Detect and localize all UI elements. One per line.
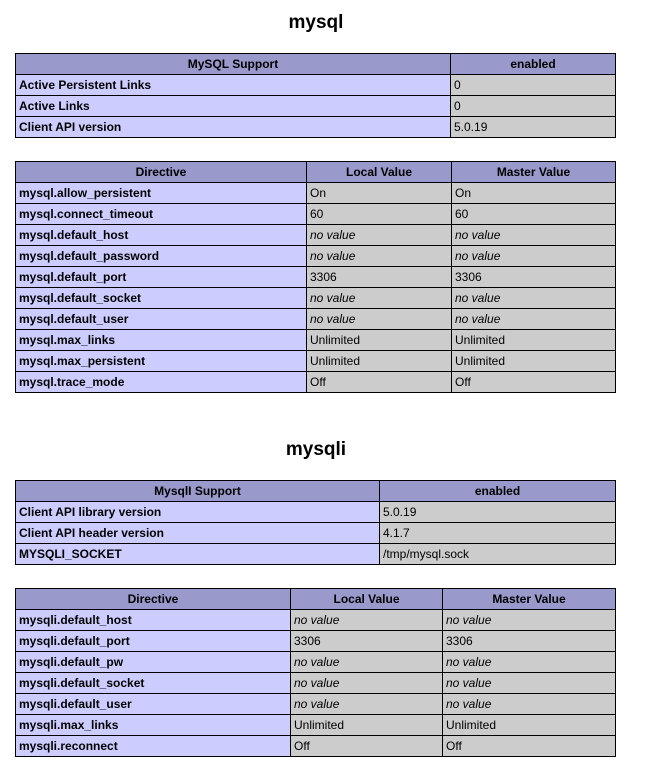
row-value: 5.0.19 — [380, 502, 616, 523]
table-row — [16, 652, 616, 673]
column-header: Directive — [16, 589, 291, 610]
directive-name: mysql.default_host — [16, 225, 307, 246]
local-value: On — [307, 183, 452, 204]
column-header: Local Value — [291, 589, 443, 610]
local-value: no value — [307, 225, 452, 246]
table-header-row — [16, 481, 616, 502]
directive-name: mysql.max_links — [16, 330, 307, 351]
master-value: no value — [443, 673, 616, 694]
table-row — [16, 631, 616, 652]
row-label: MYSQLI_SOCKET — [16, 544, 380, 565]
directive-name: mysql.default_socket — [16, 288, 307, 309]
local-value: Off — [307, 372, 452, 393]
local-value: Unlimited — [307, 351, 452, 372]
table-row — [16, 736, 616, 757]
table-row — [16, 267, 616, 288]
local-value: no value — [291, 652, 443, 673]
column-header: Master Value — [452, 162, 616, 183]
column-header: enabled — [380, 481, 616, 502]
table-row — [16, 544, 616, 565]
master-value: 3306 — [443, 631, 616, 652]
master-value: no value — [452, 309, 616, 330]
directive-name: mysqli.default_user — [16, 694, 291, 715]
mysqli-directive-table — [15, 588, 616, 757]
local-value: 3306 — [291, 631, 443, 652]
table-row — [16, 715, 616, 736]
master-value: Unlimited — [443, 715, 616, 736]
table-row — [16, 610, 616, 631]
table-row — [16, 204, 616, 225]
table-row — [16, 351, 616, 372]
local-value: 3306 — [307, 267, 452, 288]
local-value: Off — [291, 736, 443, 757]
column-header: MySQL Support — [16, 54, 451, 75]
table-row — [16, 673, 616, 694]
master-value: Off — [452, 372, 616, 393]
mysql-section-title: mysql — [288, 12, 344, 33]
row-value: 4.1.7 — [380, 523, 616, 544]
local-value: no value — [291, 694, 443, 715]
directive-name: mysql.allow_persistent — [16, 183, 307, 204]
directive-name: mysql.trace_mode — [16, 372, 307, 393]
table-row — [16, 75, 616, 96]
table-row — [16, 372, 616, 393]
local-value: 60 — [307, 204, 452, 225]
table-row — [16, 246, 616, 267]
local-value: no value — [307, 288, 452, 309]
row-label: Active Persistent Links — [16, 75, 451, 96]
local-value: no value — [291, 673, 443, 694]
local-value: no value — [307, 246, 452, 267]
directive-name: mysqli.default_host — [16, 610, 291, 631]
directive-name: mysqli.max_links — [16, 715, 291, 736]
table-row — [16, 694, 616, 715]
table-row — [16, 523, 616, 544]
master-value: no value — [452, 246, 616, 267]
master-value: no value — [443, 652, 616, 673]
directive-name: mysqli.default_socket — [16, 673, 291, 694]
column-header: Local Value — [307, 162, 452, 183]
master-value: no value — [443, 610, 616, 631]
local-value: Unlimited — [291, 715, 443, 736]
row-value: /tmp/mysql.sock — [380, 544, 616, 565]
table-row — [16, 117, 616, 138]
table-row — [16, 309, 616, 330]
table-row — [16, 288, 616, 309]
mysql-support-table — [15, 53, 616, 138]
master-value: Unlimited — [452, 351, 616, 372]
directive-name: mysqli.default_port — [16, 631, 291, 652]
local-value: no value — [291, 610, 443, 631]
mysqli-section-title: mysqli — [285, 439, 347, 460]
table-row — [16, 502, 616, 523]
directive-name: mysqli.reconnect — [16, 736, 291, 757]
master-value: Off — [443, 736, 616, 757]
table-header-row — [16, 589, 616, 610]
table-row — [16, 330, 616, 351]
local-value: no value — [307, 309, 452, 330]
row-value: 5.0.19 — [451, 117, 616, 138]
master-value: On — [452, 183, 616, 204]
column-header: MysqlI Support — [16, 481, 380, 502]
table-row — [16, 96, 616, 117]
row-label: Client API version — [16, 117, 451, 138]
column-header: enabled — [451, 54, 616, 75]
directive-name: mysqli.default_pw — [16, 652, 291, 673]
row-label: Active Links — [16, 96, 451, 117]
mysql-directive-table — [15, 161, 616, 393]
directive-name: mysql.default_user — [16, 309, 307, 330]
row-label: Client API library version — [16, 502, 380, 523]
row-value: 0 — [451, 96, 616, 117]
directive-name: mysql.default_port — [16, 267, 307, 288]
master-value: no value — [452, 225, 616, 246]
column-header: Directive — [16, 162, 307, 183]
table-row — [16, 225, 616, 246]
directive-name: mysql.default_password — [16, 246, 307, 267]
row-value: 0 — [451, 75, 616, 96]
column-header: Master Value — [443, 589, 616, 610]
master-value: no value — [443, 694, 616, 715]
table-header-row — [16, 162, 616, 183]
master-value: 3306 — [452, 267, 616, 288]
local-value: Unlimited — [307, 330, 452, 351]
master-value: 60 — [452, 204, 616, 225]
directive-name: mysql.max_persistent — [16, 351, 307, 372]
table-header-row — [16, 54, 616, 75]
table-row — [16, 183, 616, 204]
master-value: Unlimited — [452, 330, 616, 351]
mysqli-support-table — [15, 480, 616, 565]
master-value: no value — [452, 288, 616, 309]
row-label: Client API header version — [16, 523, 380, 544]
directive-name: mysql.connect_timeout — [16, 204, 307, 225]
